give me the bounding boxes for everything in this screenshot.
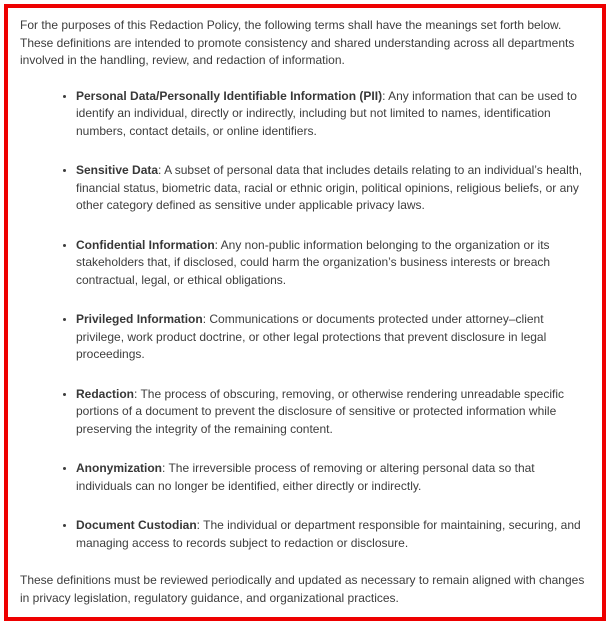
definition-text: Any non-public information belonging to the organization or its stakeholders that, if disclosed, could harm the organization’s business interests or breach contractual, legal, or ethical obligations. [76,237,551,287]
definition-text: The irreversible process of removing or altering personal data so that individuals can no longer be identified, either directly or indirectly. [76,461,535,493]
term-separator: : [134,386,141,401]
definition-term: Anonymization [76,461,162,475]
definition-term: Privileged Information [76,312,203,326]
definition-term: Sensitive Data [76,163,159,177]
definition-item-document-custodian [76,517,590,552]
definition-term: Personal Data/Personally Identifiable Information (PII) [76,88,383,103]
term-separator: : [202,312,210,326]
intro-paragraph: For the purposes of this Redaction Policy, the following terms shall have the meanings set forth below. These definitions are intended to promote consistency and shared understanding across all departments involved in the handling, review, and redaction of information. [20,18,575,67]
term-separator: : [214,237,221,252]
definition-term: Redaction [76,386,135,401]
definition-item-anonymization [76,460,590,495]
definitions-list [20,88,590,553]
definition-text: A subset of personal data that includes details relating to an individual’s health, financial status, biometric data, racial or ethnic origin, political opinions, religious beliefs, or any other category defined as sensitive under applicable privacy laws. [76,163,583,212]
definition-item-pii [76,88,590,141]
term-separator: : [382,88,389,103]
redaction-policy-definitions-panel [4,4,606,621]
definition-text: The process of obscuring, removing, or otherwise rendering unreadable specific portions of a document to prevent the disclosure of sensitive or protected information while preserving the integrity of the remaining content. [76,386,565,436]
definition-item-redaction [76,386,590,439]
definition-text: Communications or documents protected under attorney–client privilege, work product doctrine, or other legal protections that prevent disclosure in legal proceedings. [76,312,547,361]
definition-text: The individual or department responsible for maintaining, securing, and managing access to records subject to redaction or disclosure. [76,518,581,550]
term-separator: : [158,163,165,177]
definition-item-sensitive-data [76,162,590,215]
closing-paragraph: These definitions must be reviewed periodically and updated as necessary to remain aligned with changes in privacy legislation, regulatory guidance, and organizational practices. [20,573,585,605]
definition-term: Document Custodian [76,518,197,532]
definition-item-confidential-information [76,237,590,290]
definition-item-privileged-information [76,311,590,364]
term-separator: : [162,461,169,475]
definition-text: Any information that can be used to identify an individual, directly or indirectly, including but not limited to names, identification numbers, contact details, or online identifiers. [76,88,577,138]
definition-term: Confidential Information [76,237,215,252]
term-separator: : [196,518,204,532]
